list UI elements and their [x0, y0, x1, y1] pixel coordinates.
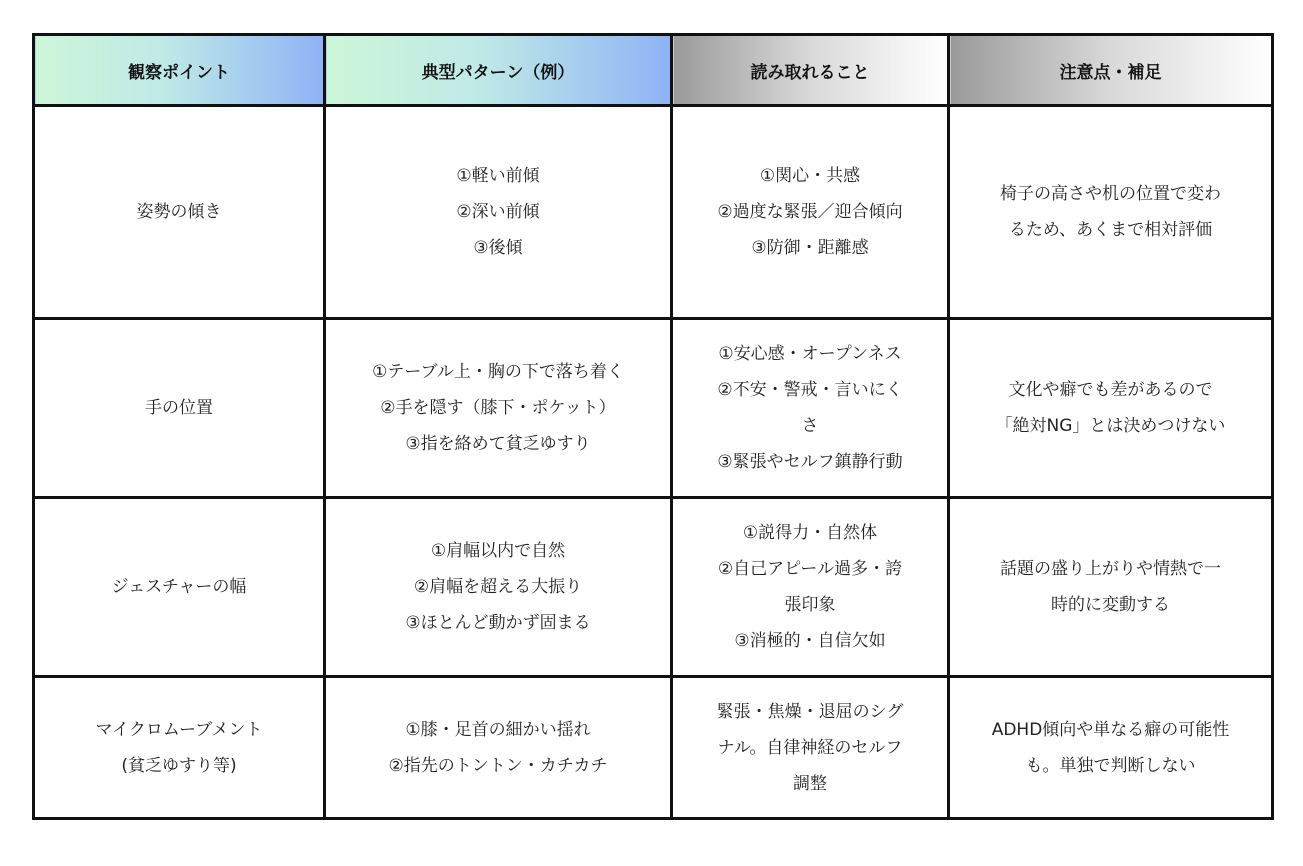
cell-line: ナル。自律神経のセルフ	[717, 737, 903, 758]
cell-observation-point	[34, 106, 325, 319]
cell-observation-point	[34, 498, 325, 677]
table-row	[34, 677, 1273, 819]
cell-line: ①テーブル上・胸の下で落ち着く	[372, 362, 624, 382]
header-row	[34, 35, 1273, 106]
cell-readings	[672, 106, 949, 319]
cell-line: ジェスチャーの幅	[111, 577, 247, 597]
cell-line: ③後傾	[473, 238, 523, 258]
cell-line: ①関心・共感	[759, 166, 861, 186]
cell-readings	[672, 498, 949, 677]
cell-typical-pattern	[325, 498, 672, 677]
cell-line: マイクロムーブメント	[95, 719, 263, 740]
cell-line: ②指先のトントン・カチカチ	[388, 755, 608, 776]
cell-line: ①軽い前傾	[456, 166, 540, 186]
cell-line: 手の位置	[145, 398, 213, 418]
cell-line: ①膝・足首の細かい揺れ	[405, 719, 591, 740]
cell-typical-pattern	[325, 677, 672, 819]
header-notes: 注意点・補足	[949, 35, 1273, 106]
cell-line: 緊張・焦燥・退屈のシグ	[716, 701, 904, 722]
cell-line: 文化や癖でも差があるので	[1008, 380, 1213, 400]
cell-notes	[949, 677, 1273, 819]
cell-line: ③消極的・自信欠如	[734, 631, 886, 651]
cell-line: ADHD傾向や単なる癖の可能性	[991, 719, 1230, 740]
cell-line: ③緊張やセルフ鎮静行動	[717, 452, 903, 472]
header-readings: 読み取れること	[672, 35, 949, 106]
cell-notes	[949, 319, 1273, 498]
cell-line: ②手を隠す（膝下・ポケット）	[380, 398, 616, 418]
cell-line: ③防御・距離感	[751, 238, 869, 258]
cell-readings	[672, 677, 949, 819]
cell-line: も。単独で判断しない	[1025, 755, 1196, 776]
cell-line: ③ほとんど動かず固まる	[405, 613, 591, 633]
cell-observation-point	[34, 319, 325, 498]
cell-notes	[949, 106, 1273, 319]
cell-line: ②不安・警戒・言いにく	[717, 380, 903, 400]
cell-line: ③指を絡めて貧乏ゆすり	[405, 434, 591, 454]
cell-line: ①肩幅以内で自然	[430, 541, 566, 561]
cell-line: 姿勢の傾き	[136, 202, 222, 222]
cell-line: ②自己アピール過多・誇	[717, 559, 903, 579]
cell-line: 椅子の高さや机の位置で変わ	[1000, 184, 1221, 204]
cell-readings	[672, 319, 949, 498]
cell-line: 張印象	[784, 595, 836, 615]
cell-line: るため、あくまで相対評価	[1008, 220, 1213, 240]
table-row	[34, 319, 1273, 498]
cell-line: ②肩幅を超える大振り	[413, 577, 583, 597]
cell-line: ②過度な緊張／迎合傾向	[717, 202, 903, 222]
cell-line: 話題の盛り上がりや情熱で一	[1000, 559, 1221, 579]
cell-line: 調整	[793, 773, 827, 794]
table-row	[34, 498, 1273, 677]
cell-line: 「絶対NG」とは決めつけない	[995, 416, 1226, 436]
cell-line: ①安心感・オープンネス	[718, 344, 902, 364]
cell-typical-pattern	[325, 319, 672, 498]
cell-typical-pattern	[325, 106, 672, 319]
cell-observation-point	[34, 677, 325, 819]
header-observation-point: 観察ポイント	[34, 35, 325, 106]
cell-line: ②深い前傾	[456, 202, 540, 222]
observation-table	[32, 33, 1274, 820]
cell-line: (貧乏ゆすり等)	[121, 755, 237, 776]
table-row	[34, 106, 1273, 319]
header-typical-pattern: 典型パターン（例）	[325, 35, 672, 106]
cell-line: ①説得力・自然体	[742, 523, 878, 543]
cell-line: 時的に変動する	[1051, 595, 1170, 615]
cell-notes	[949, 498, 1273, 677]
cell-line: さ	[801, 416, 819, 436]
